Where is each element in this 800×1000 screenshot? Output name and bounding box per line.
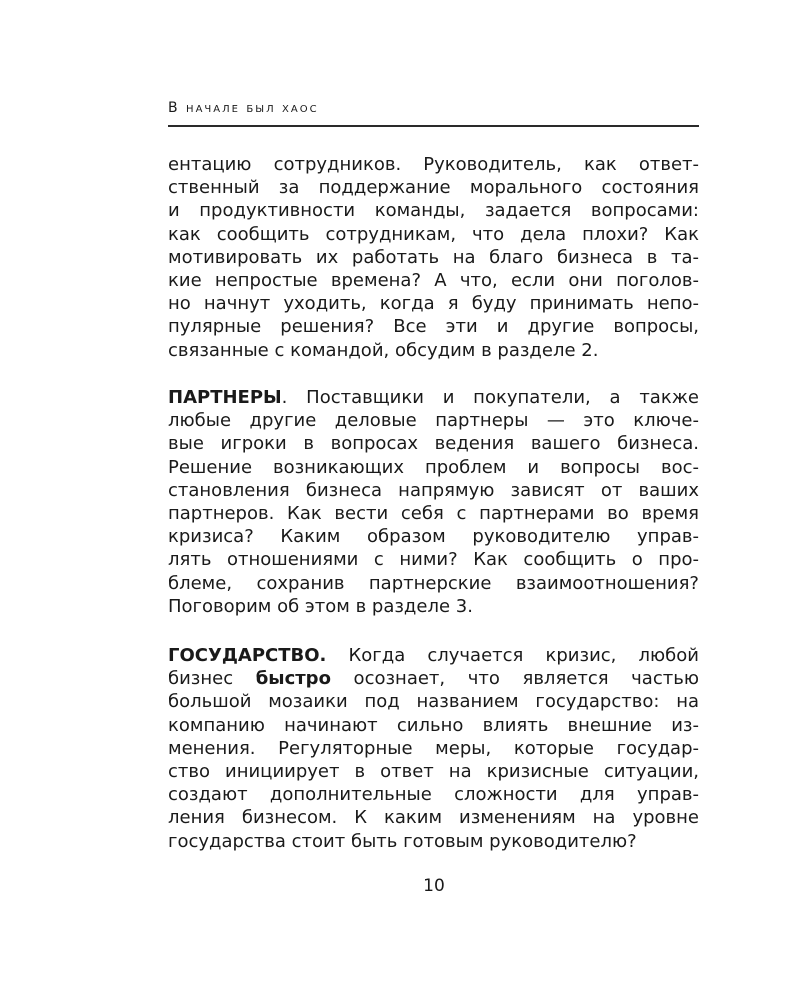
line-text: партнеров. Как вести себя с партнерами во время (168, 502, 699, 524)
text-line (168, 269, 699, 292)
text-line (168, 783, 699, 806)
line-text: Поговорим об этом в разделе 3. (168, 595, 473, 617)
line-text: менения. Регуляторные меры, которые государ- (168, 737, 699, 759)
line-text: кризиса? Каким образом руководителю управ- (168, 526, 699, 548)
running-head: В начале был хаос (168, 100, 319, 116)
text-line (168, 223, 699, 246)
text-line (168, 690, 699, 713)
line-text: пулярные решения? Все эти и другие вопросы, (168, 316, 699, 338)
line-text: любые другие деловые партнеры — это ключе- (168, 410, 699, 432)
text-line (168, 432, 699, 455)
paragraph-state (168, 644, 699, 853)
line-text: Решение возникающих проблем и вопросы вос- (168, 456, 699, 478)
line-text: ственный за поддержание морального состояния (168, 177, 699, 199)
text-line (168, 572, 699, 595)
line-text: кие непростые времена? А что, если они поголов- (168, 269, 699, 291)
text-line (168, 176, 699, 199)
text-line (168, 246, 699, 269)
line-text: государства стоит быть готовым руководителю? (168, 830, 637, 852)
text-line (168, 714, 699, 737)
text-line (168, 386, 699, 409)
text-line (168, 502, 699, 525)
line-text: . Поставщики и покупатели, а также (281, 387, 699, 408)
line-text: Когда случается кризис, любой (326, 645, 699, 666)
line-text: как сообщить сотрудникам, что дела плохи? Как (168, 223, 699, 245)
bold-term: ПАРТНЕРЫ (168, 387, 282, 408)
line-text: мотивировать их работать на благо бизнеса в та- (168, 246, 699, 268)
line-text: ство инициирует в ответ на кризисные ситуации, (168, 760, 699, 782)
text-line (168, 595, 699, 618)
text-line (168, 479, 699, 502)
bold-term: ГОСУДАРСТВО. (168, 645, 327, 666)
line-text: ентацию сотрудников. Руководитель, как ответ- (168, 154, 699, 175)
line-text: становления бизнеса напрямую зависят от ваших (168, 479, 699, 501)
text-line (168, 199, 699, 222)
text-line (168, 830, 699, 853)
line-text: вые игроки в вопросах ведения вашего бизнеса. (168, 433, 699, 455)
text-line (168, 737, 699, 760)
text-line (168, 525, 699, 548)
text-line (168, 548, 699, 571)
line-text: ления бизнесом. К каким изменениям на уровне (168, 807, 699, 829)
paragraph-team (168, 153, 699, 362)
text-line (168, 409, 699, 432)
line-text-prefix: бизнес (168, 668, 256, 690)
line-text: блеме, сохранив партнерские взаимоотношения? (168, 572, 699, 594)
bold-term: быстро (255, 668, 331, 690)
text-line (168, 760, 699, 783)
line-text: и продуктивности команды, задается вопросами: (168, 200, 699, 222)
paragraph-partners (168, 386, 699, 618)
text-line (168, 153, 699, 176)
page-number: 10 (423, 876, 445, 896)
line-text: лять отношениями с ними? Как сообщить о про- (168, 549, 699, 571)
header-rule (168, 125, 699, 127)
text-line (168, 292, 699, 315)
line-text: компанию начинают сильно влиять внешние из- (168, 714, 699, 736)
text-line (168, 456, 699, 479)
line-text: создают дополнительные сложности для управ- (168, 784, 699, 806)
line-text: связанные с командой, обсудим в разделе 2. (168, 339, 599, 361)
line-text: но начнут уходить, когда я буду принимать непо- (168, 293, 699, 315)
text-line (168, 667, 699, 690)
text-line (168, 339, 699, 362)
line-text: осознает, что является частью (330, 668, 699, 690)
text-line (168, 644, 699, 667)
line-text: большой мозаики под названием государство: на (168, 691, 699, 713)
text-line (168, 806, 699, 829)
text-line (168, 315, 699, 338)
